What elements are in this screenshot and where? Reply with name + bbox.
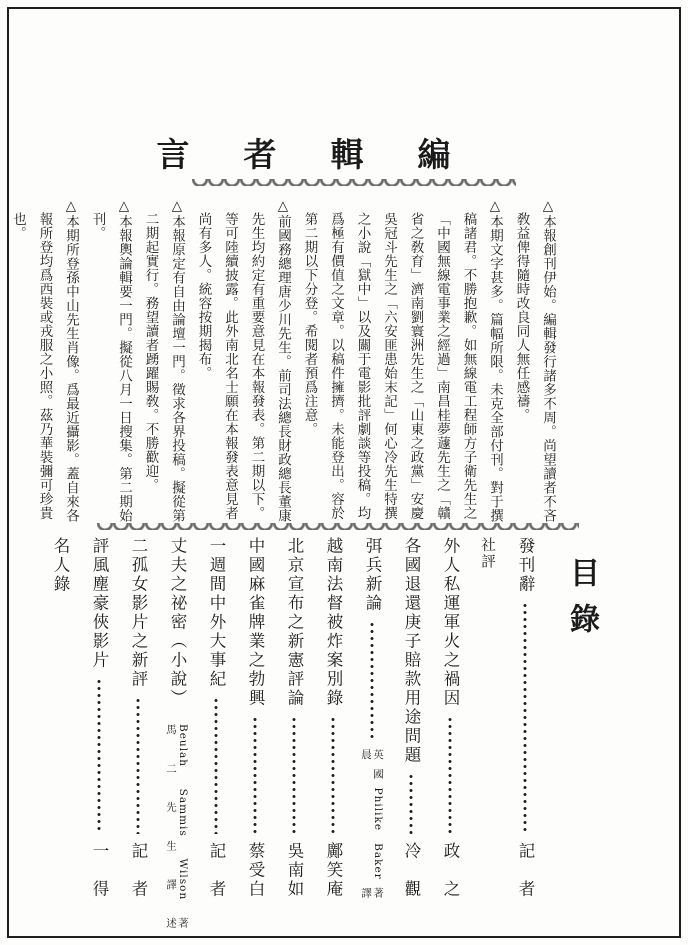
toc-entry-title: 丈夫之祕密（小說） (168, 537, 187, 708)
dotted-leader (331, 716, 335, 834)
author-original: Beulah Sammis Wilson著 (177, 724, 189, 929)
toc-entry (399, 537, 423, 899)
table-of-contents (51, 537, 607, 929)
dotted-leader (448, 716, 452, 834)
toc-section-header (48, 537, 72, 899)
editor-note: △本報原定有自由論壇一門。徵求各界投稿。擬從第二期起實行。務望讀者踴躍賜敎。不勝歡迎。 (142, 198, 185, 523)
toc-entries (33, 537, 537, 929)
dotted-leader (292, 716, 296, 834)
editor-note: △本報創刊伊始。編輯發行諸多不周。尚望讀者不吝敎益俾得隨時改良同人無任感禱。 (513, 198, 556, 523)
toc-entry (360, 537, 384, 899)
toc-title: 目錄 (564, 557, 599, 649)
editor-note: △本期文字甚多。篇幅所限。未克全部付刊。對于撰稿諸君。不勝抱歉。如無線電工程師方子衛先生之「中國無線電事業之經過」南昌桂夢蘧先生之「贛省之敎育」濟南劉寰洲先生之「山東之政黨」安慶吳冠斗先生之「六安匪患始末記」何心冷先生特撰之小說「獄中」以及關于電影批評劇談等投稿。均爲極有價值之文章。以稿件擁擠。未能登出。容於第二期以下分登。希閱者預爲注意。 (301, 198, 503, 523)
dotted-leader (136, 697, 140, 834)
toc-entry (438, 537, 462, 899)
toc-entry (126, 537, 150, 899)
toc-entry (165, 537, 189, 929)
toc-entry (321, 537, 345, 899)
toc-entry (204, 537, 228, 899)
toc-entry-title: 發刊辭 (516, 537, 535, 594)
page-title: 編輯者言 (156, 135, 505, 174)
toc-entry-title: 各國退還庚子賠款用途問題 (402, 537, 421, 765)
page-border (7, 7, 681, 938)
toc-section-label: 社評 (479, 537, 495, 570)
dotted-leader (370, 621, 374, 741)
toc-entry-author: 冷 觀 (402, 842, 421, 899)
toc-entry (87, 537, 111, 899)
toc-entry-author: 政 之 (441, 842, 460, 899)
toc-entry-title: 北京宣布之新憲評論 (285, 537, 304, 708)
toc-section-header (477, 537, 498, 899)
dotted-leader (409, 773, 413, 834)
toc-entry-title: 二孤女影片之新評 (129, 537, 148, 689)
toc-entry-author: 吳南如 (285, 842, 304, 899)
toc-entry (243, 537, 267, 899)
toc-entry-title: 一週間中外大事紀 (207, 537, 226, 689)
wavy-divider-bottom (97, 523, 579, 530)
dotted-leader (523, 602, 527, 834)
toc-entry-author: 鄺笑庵 (324, 842, 343, 899)
toc-entry-author: 記 者 (207, 842, 226, 899)
toc-entry-author: 記 者 (129, 842, 148, 899)
toc-section-label: 名人錄 (51, 537, 70, 594)
toc-entry-author: 蔡受白 (246, 842, 265, 899)
toc-entry-title: 中國麻雀牌業之勃興 (246, 537, 265, 708)
editor-note: △本報輿論輯要一門。擬從八月一日搜集。第二期始刊。 (89, 198, 132, 523)
entry-author-annotation (360, 749, 384, 899)
toc-entry-title: 評風塵豪俠影片 (90, 537, 109, 670)
author-translator: 晨譯 (360, 749, 372, 899)
editor-note: △本期所登孫中山先生肖像。爲最近攝影。蓋自來各報所登均爲西裝或戎服之小照。茲乃華裝彌可珍貴也。 (10, 198, 79, 523)
toc-entry (282, 537, 306, 899)
author-original: 英國Philike Baker著 (372, 749, 384, 899)
toc-entry-author: 一 得 (90, 842, 109, 899)
dotted-leader (97, 678, 101, 834)
dotted-leader (214, 697, 218, 834)
entry-author-annotation (165, 724, 189, 929)
author-translator: 馬二先生譯述 (165, 724, 177, 929)
toc-entry-author: 記 者 (516, 842, 535, 899)
editor-notes (5, 198, 562, 532)
dotted-leader (253, 716, 257, 834)
toc-entry-title: 外人私運軍火之禍因 (441, 537, 460, 708)
toc-entry-title: 弭兵新論 (363, 537, 382, 613)
editor-note: △前國務總理唐少川先生。前司法總長財政總長董康先生均約定有重要意見在本報發表。第二期以下。等可陸續披露。此外南北名士願在本報發表意見者尚有多人。統容按期揭布。 (195, 198, 291, 523)
wavy-divider-top (192, 179, 516, 186)
toc-entry (513, 537, 537, 899)
toc-entry-title: 越南法督被炸案別錄 (324, 537, 343, 708)
